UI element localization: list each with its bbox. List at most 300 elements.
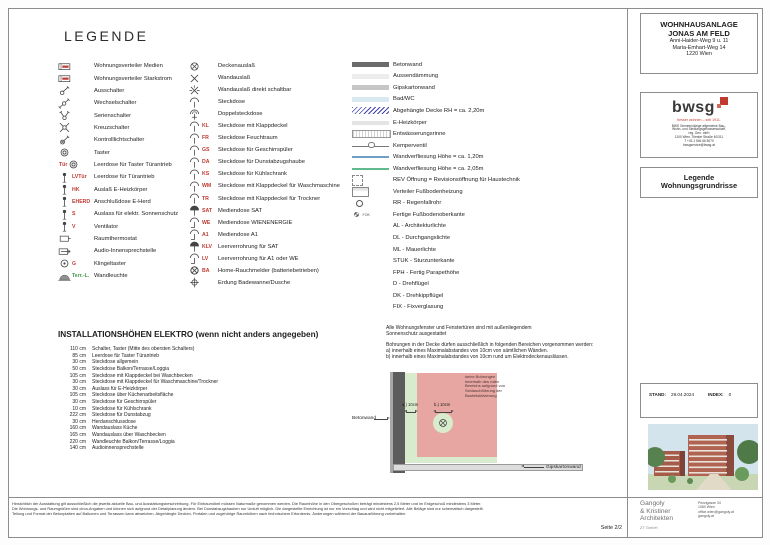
bwsg-logo-square-small-icon bbox=[717, 104, 721, 108]
socket-icon bbox=[188, 193, 201, 204]
symbol-code: V bbox=[72, 223, 76, 230]
legend-label: Auslass für elektr. Sonnenschutz bbox=[94, 211, 179, 218]
legend-row bbox=[58, 270, 192, 282]
sw-wechsel-icon bbox=[58, 98, 71, 109]
socket-icon bbox=[188, 121, 201, 132]
doc-type-line2: Wohnungsgrundrisse bbox=[660, 181, 738, 191]
symbol-code: DA bbox=[202, 159, 210, 166]
legend-row bbox=[58, 72, 192, 84]
legend-label: Steckdose Feuchtraum bbox=[218, 135, 278, 142]
symbol-code: FR bbox=[202, 135, 209, 142]
symbol-code: KLV bbox=[202, 243, 212, 250]
installation-heights-section bbox=[58, 330, 333, 452]
legend-label: DK - Drehkippflügel bbox=[393, 292, 444, 299]
symbol-cell bbox=[58, 159, 94, 170]
install-height-label: Wandauslass über Waschbecken bbox=[92, 432, 166, 439]
symbol-cell bbox=[58, 147, 94, 158]
install-height-label: Auslass für E-Heizkörper bbox=[92, 385, 148, 392]
install-height-value: 30 cm bbox=[72, 399, 86, 406]
symbol-cell bbox=[58, 258, 94, 269]
diagram-wall-label: Betonwand bbox=[352, 416, 377, 421]
install-height-value: 30 cm bbox=[72, 359, 86, 366]
dim-a-label: a.) 10cm bbox=[402, 402, 419, 407]
symbol-cell bbox=[58, 233, 94, 244]
socket2-icon bbox=[188, 109, 201, 120]
legend-row bbox=[188, 217, 352, 229]
install-height-value: 85 cm bbox=[72, 352, 86, 359]
fok-text: FOK bbox=[362, 212, 370, 217]
legend-row bbox=[58, 196, 192, 208]
legend-row bbox=[188, 84, 352, 96]
socket-icon bbox=[188, 157, 201, 168]
symbol-code: G bbox=[72, 260, 77, 267]
dim-a-head-left bbox=[404, 410, 407, 412]
bwsg-address-line: BWS Gemeinnützige allgemeine Bau-, bbox=[671, 123, 727, 128]
swatch-cell bbox=[352, 74, 393, 79]
legend-row bbox=[58, 258, 192, 270]
symbol-cell bbox=[188, 109, 218, 120]
note-bohrungen-b: b) innerhalb eines Maximalabstandes von 10cm rund um Elektrodeckenauslässen. bbox=[386, 354, 569, 360]
symbol-code: A1 bbox=[202, 231, 209, 238]
legend-label: Verteiler Fußbodenheizung bbox=[393, 188, 463, 195]
legend-label: STUK - Sturzunterkante bbox=[393, 258, 455, 265]
legend-row bbox=[58, 60, 192, 72]
swatch-cell bbox=[352, 142, 393, 150]
legend-label: Abgehängte Decke RH = ca. 2,20m bbox=[393, 107, 485, 114]
legend-row bbox=[58, 233, 192, 245]
symbol-cell bbox=[58, 135, 94, 146]
legend-label: Taster bbox=[94, 149, 110, 156]
symbol-cell bbox=[188, 73, 218, 84]
install-height-row bbox=[58, 366, 333, 373]
socket-icon bbox=[188, 145, 201, 156]
project-address-2: Maria-Emhart-Weg 14 bbox=[672, 44, 726, 51]
symbol-code: EHERD bbox=[72, 198, 91, 205]
legend-label: Aussendämmung bbox=[393, 73, 439, 80]
legend-label: Deckenauslaß bbox=[218, 63, 256, 70]
rect-swatch bbox=[352, 187, 369, 197]
socket-sat-icon bbox=[188, 205, 201, 216]
socket-sat-icon bbox=[188, 241, 201, 252]
legend-row bbox=[188, 229, 352, 241]
legend-label: Ventilator bbox=[94, 223, 119, 230]
architect-contact-line: 1080 Wien bbox=[698, 505, 715, 510]
install-height-value: 110 cm bbox=[69, 346, 86, 353]
note-sonnenschutz-2: Sonnenschutz ausgestattet bbox=[386, 331, 447, 337]
symbol-code: Tür bbox=[59, 161, 68, 168]
legend-row bbox=[188, 96, 352, 108]
swatch-cell bbox=[352, 121, 393, 125]
bwsg-tagline: besser wohnen – seit 1911. bbox=[677, 117, 721, 122]
legend-label: FPH - Fertig Parapethöhe bbox=[393, 269, 460, 276]
installation-heights-list bbox=[58, 346, 333, 452]
project-address-1: Anni-Haider-Weg 9 u. 11 bbox=[669, 38, 729, 45]
legend-label: Raumthermostat bbox=[94, 235, 137, 242]
stand-date: 29.04.2024 bbox=[671, 392, 695, 397]
install-height-value: 160 cm bbox=[69, 425, 86, 432]
dim-b-head-right bbox=[451, 410, 454, 412]
socket-m-icon bbox=[188, 217, 201, 228]
note-bohrungen-intro: Bohrungen in der Decke dürfen ausschließlich in folgenden Bereichen vorgenommen werden: bbox=[386, 342, 594, 348]
install-height-label: Leerdose für Taster Türantrieb bbox=[92, 352, 160, 359]
project-title-block bbox=[640, 13, 758, 74]
sw-serien-icon bbox=[58, 110, 71, 121]
symbol-cell bbox=[58, 85, 94, 96]
legend-row bbox=[352, 186, 596, 198]
symbol-cell bbox=[188, 121, 218, 132]
symbol-cell bbox=[188, 157, 218, 168]
symbol-code: LV bbox=[202, 255, 209, 262]
swatch-cell bbox=[352, 62, 393, 67]
symbol-code: WE bbox=[202, 219, 211, 226]
install-height-value: 220 cm bbox=[69, 438, 86, 445]
legend-label: Leerverrohrung für A1 oder WE bbox=[218, 255, 299, 262]
symbol-cell bbox=[188, 205, 218, 216]
symbol-cell bbox=[188, 217, 218, 228]
install-height-label: Steckdose für Dunstabzug bbox=[92, 412, 151, 419]
install-height-value: 30 cm bbox=[72, 418, 86, 425]
architect-contact-line: office.wien@gangoly.at bbox=[698, 509, 734, 514]
legend-label: Wandleuchte bbox=[94, 273, 128, 280]
install-height-row bbox=[58, 445, 333, 452]
legend-row bbox=[352, 59, 596, 71]
legend-row bbox=[58, 122, 192, 134]
stand-label: STAND: bbox=[649, 392, 667, 397]
legend-label: REV Öffnung = Revisionsöffnung für Haustechnik bbox=[393, 177, 520, 184]
symbol-cell bbox=[58, 271, 94, 282]
legend-label: D - Drehflügel bbox=[393, 281, 429, 288]
symbol-cell bbox=[58, 122, 94, 133]
bwsg-address-line: bwsgservice@bwsg.at bbox=[683, 143, 715, 148]
legend-label: Steckdose für Dunstabzugshaube bbox=[218, 159, 306, 166]
install-height-row bbox=[58, 412, 333, 419]
index-value: 0 bbox=[728, 392, 732, 397]
legend-row bbox=[352, 105, 596, 117]
circle-swatch bbox=[356, 200, 363, 207]
legend-label: Steckdose mit Klappdeckel für Trockner bbox=[218, 195, 321, 202]
symbol-code: WM bbox=[202, 183, 212, 190]
page-title: LEGENDE bbox=[64, 28, 149, 44]
taster-icon bbox=[58, 147, 71, 158]
legend-row bbox=[352, 71, 596, 83]
sw-kreuz-icon bbox=[58, 122, 71, 133]
swatch-cell bbox=[352, 156, 393, 158]
diagram-gips-label: Gipskartonwand bbox=[546, 465, 581, 470]
install-height-label: Steckdose mit Klappdeckel bei Waschbecken bbox=[92, 372, 193, 379]
installation-heights-title: INSTALLATIONSHÖHEN ELEKTRO (wenn nicht anders angegeben) bbox=[58, 330, 319, 339]
symbol-cell bbox=[58, 184, 94, 195]
legend-row bbox=[352, 290, 596, 302]
bwsg-address-line: Wohn- und Siedlungsgenossenschaft, bbox=[672, 127, 726, 132]
legend-label: Steckdose mit Klappdeckel bbox=[218, 123, 288, 130]
symbol-code: S bbox=[72, 211, 76, 218]
legend-row bbox=[352, 278, 596, 290]
symbol-cell bbox=[188, 97, 218, 108]
swatch-cell bbox=[352, 97, 393, 102]
bwsg-address bbox=[641, 125, 757, 148]
legend-label: Kemperventil bbox=[393, 142, 427, 149]
legend-row bbox=[352, 117, 596, 129]
legend-row bbox=[58, 220, 192, 232]
architect-name-2: & Kristiner bbox=[640, 507, 671, 515]
project-name-line1: WOHNHAUSANLAGE bbox=[660, 20, 738, 29]
dim-b-head-left bbox=[433, 410, 436, 412]
notes-block bbox=[386, 325, 624, 360]
symbol-cell bbox=[58, 110, 94, 121]
footer-divider bbox=[8, 497, 762, 498]
socket-icon bbox=[188, 133, 201, 144]
symbol-cell bbox=[188, 85, 218, 96]
install-height-label: Steckdose für Geschirrspüler bbox=[92, 399, 157, 406]
symbol-cell bbox=[188, 253, 218, 264]
audio-icon bbox=[58, 246, 71, 257]
wv-icon bbox=[58, 73, 71, 84]
swatch-cell bbox=[352, 85, 393, 90]
legend-label: Steckdose bbox=[218, 99, 246, 106]
legend-row bbox=[352, 244, 596, 256]
document-type-block bbox=[640, 167, 758, 198]
legend-label: RR - Regenfallrohr bbox=[393, 200, 442, 207]
swatch-cell bbox=[352, 200, 393, 207]
install-height-row bbox=[58, 399, 333, 406]
legend-row bbox=[58, 245, 192, 257]
symbol-cell bbox=[58, 221, 94, 232]
symbol-code: Terr.-L. bbox=[72, 273, 90, 280]
legend-label: Mediendose WIENENERGIE bbox=[218, 219, 293, 226]
pin-icon bbox=[58, 221, 71, 232]
ceil-icon bbox=[188, 61, 201, 72]
legend-row bbox=[352, 198, 596, 210]
install-height-row bbox=[58, 379, 333, 386]
symbol-code: KS bbox=[202, 171, 210, 178]
install-height-row bbox=[58, 353, 333, 360]
bell-icon bbox=[58, 258, 71, 269]
socket-m-icon bbox=[188, 229, 201, 240]
legend-row bbox=[352, 151, 596, 163]
drilling-zone-diagram bbox=[350, 366, 618, 478]
legend-row bbox=[188, 253, 352, 265]
install-height-value: 30 cm bbox=[72, 379, 86, 386]
wv-icon bbox=[58, 61, 71, 72]
install-height-value: 140 cm bbox=[69, 445, 86, 452]
symbol-code: TR bbox=[202, 195, 209, 202]
symbol-cell bbox=[58, 246, 94, 257]
ground-icon bbox=[188, 277, 201, 288]
wx-icon bbox=[188, 73, 201, 84]
legend-row bbox=[352, 82, 596, 94]
legend-label: Wandverfliesung Höhe = ca. 2,05m bbox=[393, 165, 484, 172]
swatch-cell bbox=[352, 187, 393, 197]
legend-row bbox=[58, 208, 192, 220]
legend-label: ML - Mauerlichte bbox=[393, 246, 436, 253]
architect-name-4: ZT GmbH bbox=[640, 524, 658, 530]
pin-icon bbox=[58, 196, 71, 207]
symbol-cell bbox=[188, 169, 218, 180]
project-name-line2: JONAS AM FELD bbox=[668, 28, 730, 38]
architect-name-1: Gangoly bbox=[640, 500, 665, 507]
symbol-cell bbox=[58, 196, 94, 207]
index-label: INDEX: bbox=[708, 392, 724, 397]
symbol-cell bbox=[58, 73, 94, 84]
legend-row bbox=[352, 163, 596, 175]
gips-arrow-line bbox=[524, 467, 544, 468]
disclaimer-line: Die Wohnungs- und Raumgrößen sind circa-Angaben und können sich aufgrund der Detailplanung ändern. Bei Dunstabzugshauben nur Umluft möglich. Die dargestellte Einrichtung ist nur ein Vorschlag und wird nicht mitgeliefert. Alle Beläge sind nur schematisch dargestellt. bbox=[12, 506, 484, 512]
legend-label: Home-Rauchmelder (batteriebetrieben) bbox=[218, 267, 319, 274]
legend-column-switches bbox=[58, 60, 192, 282]
diagram-concrete-wall bbox=[390, 372, 405, 473]
legend-label: Betonwand bbox=[393, 61, 423, 68]
symbol-cell bbox=[58, 98, 94, 109]
taster-icon bbox=[67, 159, 80, 170]
symbol-cell bbox=[188, 241, 218, 252]
install-height-label: Wandauslass Küche bbox=[92, 425, 138, 432]
install-height-row bbox=[58, 432, 333, 439]
architect-name-3: Architekten bbox=[640, 515, 673, 523]
symbol-cell bbox=[188, 181, 218, 192]
symbol-cell bbox=[188, 145, 218, 156]
wall-arrow-head bbox=[387, 417, 390, 419]
legend-row bbox=[188, 265, 352, 277]
line-swatch bbox=[352, 168, 389, 170]
symbol-cell bbox=[188, 61, 218, 72]
legend-label: Doppelsteckdose bbox=[218, 111, 263, 118]
legend-label: AL - Architekturlichte bbox=[393, 223, 446, 230]
legend-row bbox=[188, 72, 352, 84]
architect-contact-line: Pezzlgasse 34 bbox=[698, 501, 721, 505]
bar-swatch bbox=[352, 97, 389, 102]
socket-m-icon bbox=[188, 253, 201, 264]
bar-swatch bbox=[352, 74, 389, 79]
legend-label: Wohnungsverteiler Medien bbox=[94, 63, 163, 70]
symbol-cell bbox=[188, 133, 218, 144]
legend-row bbox=[58, 159, 192, 171]
install-height-row bbox=[58, 346, 333, 353]
install-height-row bbox=[58, 438, 333, 445]
legend-row bbox=[352, 94, 596, 106]
legend-label: Kontrolllichtschalter bbox=[94, 137, 145, 144]
legend-row bbox=[188, 205, 352, 217]
legend-row bbox=[58, 85, 192, 97]
developer-logo-block bbox=[640, 92, 758, 158]
legend-row bbox=[352, 128, 596, 140]
pin-icon bbox=[58, 209, 71, 220]
bwsg-address-line: 1100 Wien, Triester Straße 40/311 bbox=[674, 135, 724, 140]
legend-label: Mediendose A1 bbox=[218, 231, 258, 238]
legend-label: Wechselschalter bbox=[94, 100, 137, 107]
legend-label: Mediendose SAT bbox=[218, 207, 263, 214]
bar-swatch bbox=[352, 121, 389, 125]
legend-label: Klingeltaster bbox=[94, 260, 126, 267]
sw-kontroll-icon bbox=[58, 135, 71, 146]
legend-row bbox=[58, 146, 192, 158]
architect-contact bbox=[698, 500, 734, 530]
legend-row bbox=[58, 134, 192, 146]
symbol-cell bbox=[188, 229, 218, 240]
install-height-label: Steckdose allgemein bbox=[92, 359, 139, 366]
legend-label: Fertige Fußbodenoberkante bbox=[393, 211, 465, 218]
symbol-code: GS bbox=[202, 147, 210, 154]
legend-row bbox=[188, 156, 352, 168]
symbol-code: HK bbox=[72, 186, 80, 193]
socket-icon bbox=[188, 169, 201, 180]
note-sonnenschutz: Alle Wohnungsfenster und Fenstertüren sind mit außenliegendem bbox=[386, 325, 532, 331]
legend-label: Wandverfliesung Höhe = ca. 1,20m bbox=[393, 154, 484, 161]
legend-label: Serienschalter bbox=[94, 112, 132, 119]
swatch-cell bbox=[352, 168, 393, 170]
legend-label: Entwässerungsrinne bbox=[393, 131, 446, 138]
install-height-row bbox=[58, 359, 333, 366]
install-height-label: Steckdose Balkon/Terrasse/Loggia bbox=[92, 366, 169, 373]
legend-label: Erdung Badewanne/Dusche bbox=[218, 279, 291, 286]
legend-label: DL - Durchgangslichte bbox=[393, 234, 451, 241]
legend-label: Steckdose für Kühlschrank bbox=[218, 171, 287, 178]
install-height-row bbox=[58, 386, 333, 393]
socket-icon bbox=[188, 97, 201, 108]
symbol-code: KL bbox=[202, 123, 209, 130]
legend-label: Kreuzschalter bbox=[94, 124, 130, 131]
legend-label: Wandauslaß direkt schaltbar bbox=[218, 87, 292, 94]
legend-row bbox=[188, 120, 352, 132]
revision-block bbox=[640, 383, 758, 418]
legend-row bbox=[188, 108, 352, 120]
rinne-swatch bbox=[352, 130, 391, 138]
bar-swatch bbox=[352, 62, 389, 67]
legend-row bbox=[188, 132, 352, 144]
wxd-icon bbox=[188, 85, 201, 96]
swatch-cell bbox=[352, 107, 393, 114]
legend-row bbox=[352, 140, 596, 152]
legend-column-materials bbox=[352, 59, 596, 313]
legend-row bbox=[352, 267, 596, 279]
legend-label: Wandauslaß bbox=[218, 75, 251, 82]
legend-label: Gipskartonwand bbox=[393, 84, 435, 91]
legend-row bbox=[188, 193, 352, 205]
legend-label: Audio-Innensprechstelle bbox=[94, 248, 157, 255]
disclaimer-line: Teilung und Format der Betonplatten auf Balkonen und Terrassen kann abweichen. Abgehängte Decken, Portalen und zugehörige Raumhöhen nach technischem Erfordernis. Änderungen während der Bauausführung vorbehalten. bbox=[12, 511, 407, 517]
install-height-row bbox=[58, 405, 333, 412]
sw-aus-icon bbox=[58, 85, 71, 96]
symbol-code: SAT bbox=[202, 207, 212, 214]
swatch-cell bbox=[352, 175, 393, 186]
legend-row bbox=[188, 144, 352, 156]
lamp-icon bbox=[58, 271, 71, 282]
install-height-value: 10 cm bbox=[72, 405, 86, 412]
legend-row bbox=[188, 241, 352, 253]
legend-row bbox=[188, 168, 352, 180]
symbol-code: LVTür bbox=[72, 174, 87, 181]
dim-b-line bbox=[435, 412, 452, 413]
legend-row bbox=[58, 109, 192, 121]
legend-label: Leerdose für Taster Türantrieb bbox=[94, 161, 172, 168]
install-height-value: 222 cm bbox=[69, 412, 86, 419]
install-height-row bbox=[58, 372, 333, 379]
legend-label: Steckdose mit Klappdeckel für Waschmaschine bbox=[218, 183, 340, 190]
diagram-note: keine Bohrungen innerhalb des roten Bereichs aufgrund von Schlauchführung der Bauteilaktivierung bbox=[465, 374, 506, 398]
legend-label: Anschlußdose E-Herd bbox=[94, 198, 151, 205]
doc-type-line1: Legende bbox=[683, 173, 715, 182]
install-height-label: Schalter, Taster (Mitte des obersten Schalters) bbox=[92, 346, 195, 353]
legend-column-sockets bbox=[188, 60, 352, 289]
install-height-label: Steckdose über Küchenarbeitsfläche bbox=[92, 392, 174, 399]
disclaimer-line: Hinsichtlich der Ausstattung gilt ausschließlich die jeweils aktuelle Bau- und Ausstattungsbeschreibung. Für Einbaumöbel müssen Naturmaße genommen werden. Die Raumhöhe in den Obergeschoßen beträgt mindestens 2,5 Meter und im Erdgeschoß mindestens 3 Meter. bbox=[12, 501, 482, 506]
socket-icon bbox=[188, 181, 201, 192]
legend-row bbox=[352, 221, 596, 233]
symbol-code: BA bbox=[202, 267, 210, 274]
bwsg-address-line: T +43 1 546 66 5070 bbox=[684, 139, 714, 144]
legend-row bbox=[352, 232, 596, 244]
swatch-cell bbox=[352, 210, 393, 219]
legend-row bbox=[352, 301, 596, 313]
